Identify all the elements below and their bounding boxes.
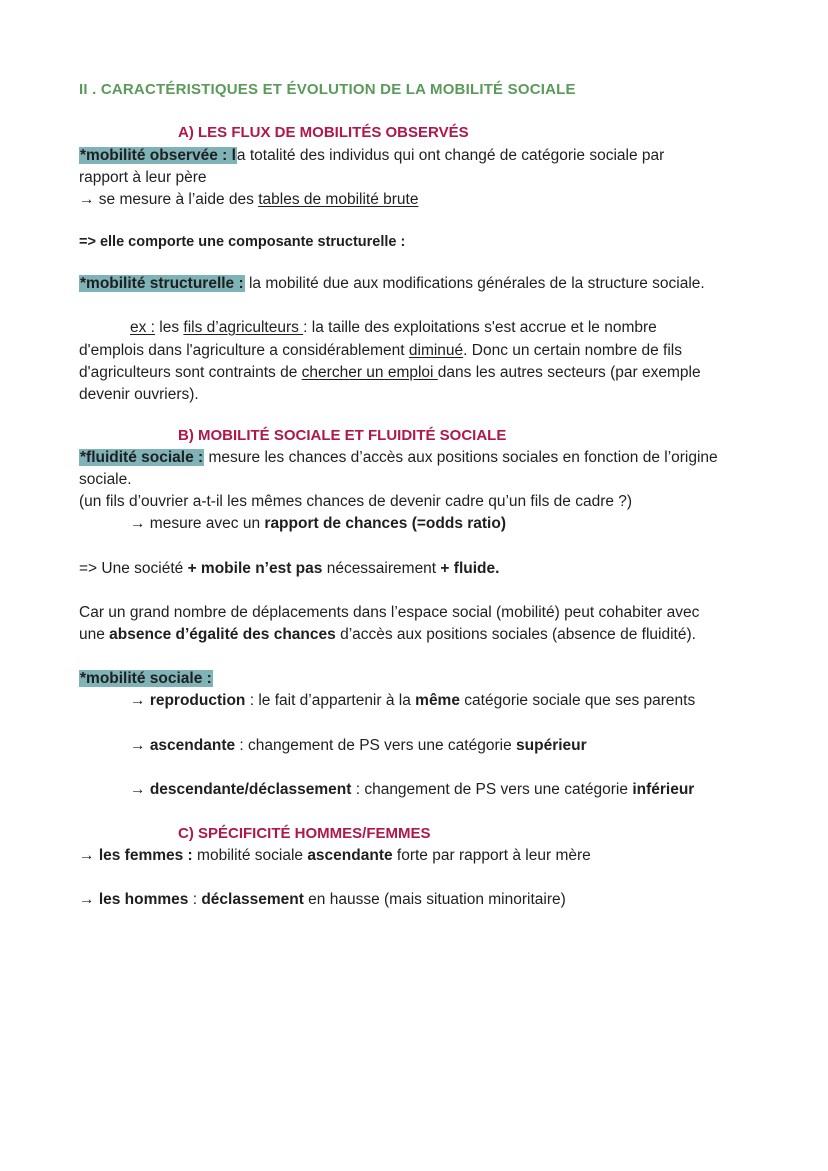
measure-line: → se mesure à l’aide des tables de mobilité brute — [79, 191, 419, 208]
men-item: → les hommes : déclassement en hausse (mais situation minoritaire) — [79, 891, 566, 908]
observed-mobility-term: *mobilité observée : l — [80, 147, 236, 164]
odds-ratio-line: → mesure avec un rapport de chances (=odds ratio) — [130, 515, 506, 532]
explanation-line-2: une absence d’égalité des chances d’accès aux positions sociales (absence de fluidité). — [79, 626, 696, 643]
fluidity-question: (un fils d’ouvrier a-t-il les mêmes chances de devenir cadre qu’un fils de cadre ?) — [79, 493, 633, 510]
observed-mobility-definition-cont: rapport à leur père — [79, 169, 207, 186]
social-mobility-heading — [79, 668, 768, 690]
structural-mobility-term: *mobilité structurelle : — [80, 275, 244, 292]
section-a-heading: A) LES FLUX DE MOBILITÉS OBSERVÉS — [178, 124, 469, 141]
explanation-line-1: Car un grand nombre de déplacements dans l’espace social (mobilité) peut cohabiter avec — [79, 604, 700, 621]
women-item: → les femmes : mobilité sociale ascendante forte par rapport à leur mère — [79, 847, 591, 864]
social-mobility-term: *mobilité sociale : — [80, 670, 212, 687]
mobility-fluidity-claim: => Une société + mobile n’est pas nécessairement + fluide. — [79, 560, 500, 577]
reproduction-item: → reproduction : le fait d’appartenir à la même catégorie sociale que ses parents — [130, 692, 696, 709]
page-title: II . CARACTÉRISTIQUES ET ÉVOLUTION DE LA MOBILITÉ SOCIALE — [79, 81, 576, 98]
mobility-tables-term: tables de mobilité brute — [258, 191, 419, 208]
example-line-3: d'agriculteurs sont contraints de chercher un emploi dans les autres secteurs (par exemple — [79, 364, 701, 381]
fluidity-term: *fluidité sociale : — [80, 449, 204, 466]
descending-item: → descendante/déclassement : changement de PS vers une catégorie inférieur — [130, 781, 695, 798]
observed-mobility-definition: *mobilité observée : la totalité des individus qui ont changé de catégorie sociale par — [80, 147, 665, 164]
example-line-1: ex : les fils d’agriculteurs : la taille des exploitations s'est accrue et le nombre — [130, 319, 657, 336]
section-c-heading: C) SPÉCIFICITÉ HOMMES/FEMMES — [178, 825, 431, 842]
fluidity-definition-cont: sociale. — [79, 471, 132, 488]
fluidity-definition: *fluidité sociale : mesure les chances d’accès aux positions sociales en fonction de l’origine — [80, 449, 718, 466]
example-line-2: d'emplois dans l'agriculture a considérablement diminué. Donc un certain nombre de fils — [79, 342, 682, 359]
section-b-heading: B) MOBILITÉ SOCIALE ET FLUIDITÉ SOCIALE — [178, 427, 507, 444]
example-line-4: devenir ouvriers). — [79, 386, 199, 403]
ascending-item: → ascendante : changement de PS vers une catégorie supérieur — [130, 737, 587, 754]
structural-mobility-definition: *mobilité structurelle : la mobilité due aux modifications générales de la structure sociale. — [80, 275, 705, 292]
structural-intro: => elle comporte une composante structurelle : — [79, 234, 406, 250]
